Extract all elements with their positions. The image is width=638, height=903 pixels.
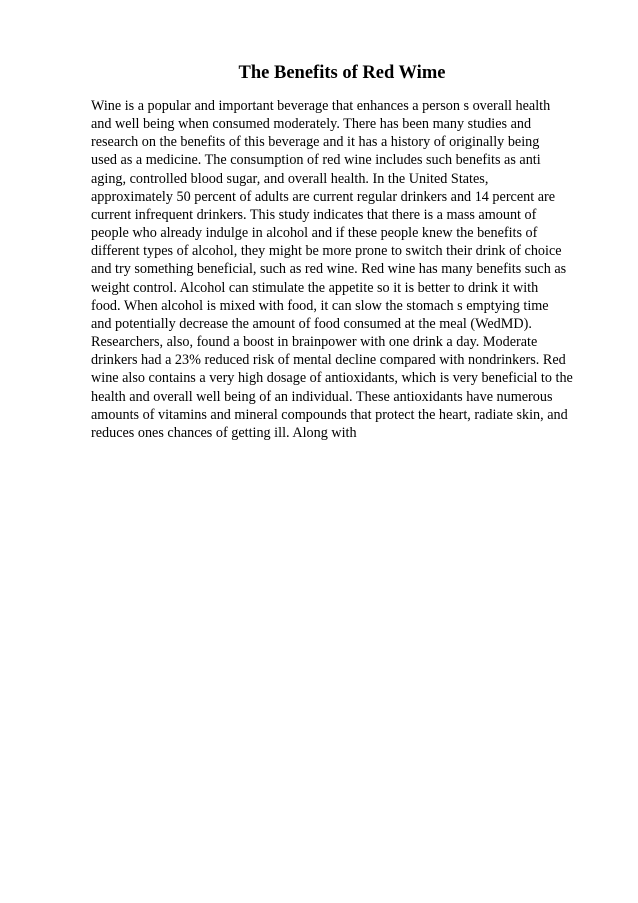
paragraph-line: and well being when consumed moderately. There has been many studies and bbox=[91, 116, 532, 133]
paragraph-line: research on the benefits of this beverage and it has a history of originally being bbox=[91, 134, 540, 151]
paragraph-line: current infrequent drinkers. This study indicates that there is a mass amount of bbox=[91, 206, 537, 223]
document-title: The Benefits of Red Wime bbox=[238, 63, 446, 83]
paragraph-line: amounts of vitamins and mineral compounds that protect the heart, radiate skin, and bbox=[91, 406, 568, 423]
paragraph-line: different types of alcohol, they might be more prone to switch their drink of choice bbox=[91, 243, 562, 260]
body-paragraph bbox=[91, 97, 638, 442]
paragraph-line: food. When alcohol is mixed with food, it can slow the stomach s emptying time bbox=[91, 297, 549, 314]
paragraph-line: drinkers had a 23% reduced risk of mental decline compared with nondrinkers. Red bbox=[91, 352, 566, 369]
paragraph-line: approximately 50 percent of adults are current regular drinkers and 14 percent are bbox=[91, 188, 556, 205]
paragraph-line: and try something beneficial, such as red wine. Red wine has many benefits such as bbox=[91, 261, 567, 278]
paragraph-line: weight control. Alcohol can stimulate the appetite so it is better to drink it with bbox=[91, 279, 539, 296]
paragraph-line: aging, controlled blood sugar, and overall health. In the United States, bbox=[91, 170, 489, 187]
paragraph-line: people who already indulge in alcohol and if these people knew the benefits of bbox=[91, 225, 538, 242]
paragraph-line: used as a medicine. The consumption of red wine includes such benefits as anti bbox=[91, 152, 541, 169]
paragraph-line: health and overall well being of an individual. These antioxidants have numerous bbox=[91, 388, 553, 405]
paragraph-line: Wine is a popular and important beverage that enhances a person s overall health bbox=[91, 98, 551, 114]
paragraph-line: Researchers, also, found a boost in brainpower with one drink a day. Moderate bbox=[91, 334, 538, 351]
paragraph-line: reduces ones chances of getting ill. Along with bbox=[91, 424, 357, 441]
paragraph-line: wine also contains a very high dosage of antioxidants, which is very beneficial to the bbox=[91, 370, 573, 387]
paragraph-line: and potentially decrease the amount of food consumed at the meal (WedMD). bbox=[91, 315, 532, 332]
